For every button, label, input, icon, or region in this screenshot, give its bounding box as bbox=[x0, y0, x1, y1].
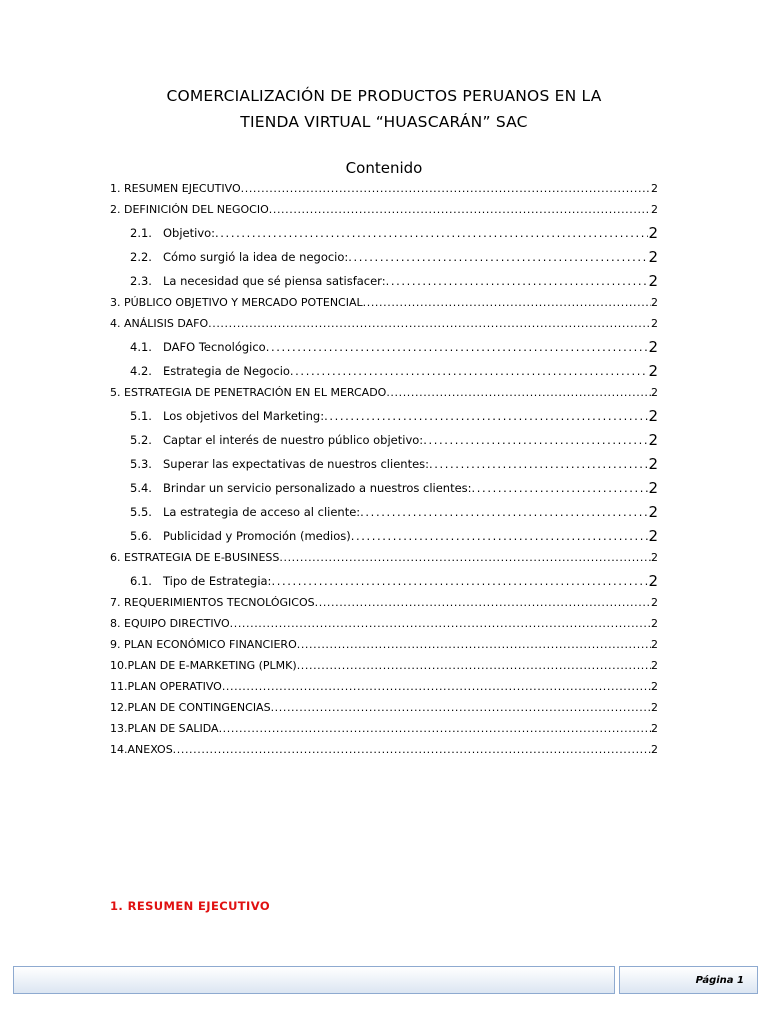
toc-entry-number: 2.3. bbox=[130, 274, 152, 288]
toc-entry-label bbox=[110, 203, 269, 218]
toc-entry[interactable] bbox=[110, 521, 658, 545]
toc-dot-leader bbox=[315, 596, 651, 611]
toc-entry-text: 7. REQUERIMIENTOS TECNOLÓGICOS bbox=[110, 596, 315, 609]
toc-entry-page: 2 bbox=[648, 407, 658, 425]
toc-entry-page: 2 bbox=[651, 722, 658, 735]
toc-entry-number: 6.1. bbox=[130, 574, 152, 588]
toc-entry-label bbox=[110, 317, 208, 332]
toc-entry-label bbox=[110, 551, 279, 566]
toc-entry[interactable] bbox=[110, 695, 658, 716]
toc-entry-label bbox=[110, 743, 173, 758]
toc-dot-leader bbox=[360, 505, 648, 521]
toc-entry-label bbox=[110, 659, 297, 674]
toc-entry-label bbox=[110, 386, 386, 401]
toc-entry-label bbox=[110, 722, 219, 737]
toc-entry-number: 4.2. bbox=[130, 364, 152, 378]
toc-dot-leader bbox=[208, 317, 651, 332]
toc-entry[interactable] bbox=[110, 653, 658, 674]
toc-entry-label bbox=[110, 182, 241, 197]
toc-entry-page: 2 bbox=[648, 479, 658, 497]
toc-entry-label bbox=[130, 274, 386, 290]
toc-entry-text: Publicidad y Promoción (medios) bbox=[163, 529, 351, 543]
toc-dot-leader bbox=[173, 743, 651, 758]
toc-entry[interactable] bbox=[110, 632, 658, 653]
toc-dot-leader bbox=[222, 680, 651, 695]
toc-dot-leader bbox=[472, 481, 649, 497]
toc-entry-page: 2 bbox=[651, 596, 658, 609]
toc-entry-label bbox=[130, 481, 472, 497]
toc-dot-leader bbox=[290, 364, 649, 380]
toc-dot-leader bbox=[269, 203, 651, 218]
toc-entry-text: La necesidad que sé piensa satisfacer: bbox=[163, 274, 386, 288]
toc-dot-leader bbox=[241, 182, 651, 197]
toc-entry[interactable] bbox=[110, 197, 658, 218]
toc-dot-leader bbox=[423, 433, 648, 449]
toc-entry-label bbox=[130, 226, 215, 242]
toc-entry-page: 2 bbox=[648, 431, 658, 449]
toc-entry[interactable] bbox=[110, 380, 658, 401]
footer-page-box bbox=[619, 966, 758, 994]
toc-entry-label bbox=[130, 574, 271, 590]
toc-dot-leader bbox=[429, 457, 648, 473]
toc-entry-page: 2 bbox=[648, 248, 658, 266]
toc-dot-leader bbox=[279, 551, 651, 566]
toc-entry-text: 11.PLAN OPERATIVO bbox=[110, 680, 222, 693]
toc-dot-leader bbox=[271, 574, 648, 590]
toc-entry-label bbox=[130, 505, 360, 521]
toc-entry-text: 5. ESTRATEGIA DE PENETRACIÓN EN EL MERCADO bbox=[110, 386, 387, 399]
toc-entry-number: 5.1. bbox=[130, 409, 152, 423]
toc-entry-page: 2 bbox=[648, 503, 658, 521]
toc-dot-leader bbox=[386, 274, 649, 290]
toc-entry-page: 2 bbox=[651, 386, 658, 399]
toc-entry-page: 2 bbox=[651, 617, 658, 630]
toc-entry-text: Superar las expectativas de nuestros clientes: bbox=[163, 457, 430, 471]
toc-entry-label bbox=[110, 701, 271, 716]
toc-entry-number: 4.1. bbox=[130, 340, 152, 354]
toc-entry[interactable] bbox=[110, 590, 658, 611]
toc-entry-number: 5.4. bbox=[130, 481, 152, 495]
toc-entry-text: 3. PÚBLICO OBJETIVO Y MERCADO POTENCIAL bbox=[110, 296, 363, 309]
toc-entry-label bbox=[130, 364, 290, 380]
toc-entry[interactable] bbox=[110, 332, 658, 356]
contents-heading: Contenido bbox=[345, 159, 423, 177]
toc-entry-text: 14.ANEXOS bbox=[110, 743, 173, 756]
document-title-line-1: COMERCIALIZACIÓN DE PRODUCTOS PERUANOS EN LA bbox=[166, 87, 602, 105]
toc-entry-page: 2 bbox=[651, 551, 658, 564]
toc-entry-text: 8. EQUIPO DIRECTIVO bbox=[110, 617, 230, 630]
toc-entry[interactable] bbox=[110, 176, 658, 197]
toc-entry-page: 2 bbox=[651, 182, 658, 195]
toc-entry-text: Objetivo: bbox=[163, 226, 216, 240]
toc-entry-page: 2 bbox=[651, 659, 658, 672]
toc-entry-text: Cómo surgió la idea de negocio: bbox=[163, 250, 349, 264]
toc-entry-text: 12.PLAN DE CONTINGENCIAS bbox=[110, 701, 271, 714]
toc-entry-number: 2.1. bbox=[130, 226, 152, 240]
toc-dot-leader bbox=[297, 638, 651, 653]
toc-entry-text: Estrategia de Negocio bbox=[163, 364, 290, 378]
toc-dot-leader bbox=[230, 617, 651, 632]
toc-entry-page: 2 bbox=[651, 743, 658, 756]
toc-entry-page: 2 bbox=[648, 527, 658, 545]
toc-entry[interactable] bbox=[110, 266, 658, 290]
toc-dot-leader bbox=[271, 701, 651, 716]
toc-entry-label bbox=[130, 409, 324, 425]
toc-entry-text: Brindar un servicio personalizado a nuestros clientes: bbox=[163, 481, 472, 495]
toc-entry-page: 2 bbox=[651, 203, 658, 216]
toc-entry[interactable] bbox=[110, 242, 658, 266]
toc-entry-number: 2.2. bbox=[130, 250, 152, 264]
toc-entry-label bbox=[110, 296, 363, 311]
toc-entry-text: Captar el interés de nuestro público objetivo: bbox=[163, 433, 424, 447]
toc-dot-leader bbox=[363, 296, 651, 311]
toc-entry-text: 10.PLAN DE E-MARKETING (PLMK) bbox=[110, 659, 297, 672]
toc-entry-label bbox=[130, 529, 351, 545]
toc-entry[interactable] bbox=[110, 218, 658, 242]
toc-entry[interactable] bbox=[110, 311, 658, 332]
toc-dot-leader bbox=[215, 226, 648, 242]
table-of-contents bbox=[110, 176, 658, 758]
toc-entry-number: 5.5. bbox=[130, 505, 152, 519]
toc-entry-text: 4. ANÁLISIS DAFO bbox=[110, 317, 209, 330]
toc-entry-label bbox=[130, 250, 348, 266]
toc-entry-text: Los objetivos del Marketing: bbox=[163, 409, 325, 423]
toc-entry-number: 5.6. bbox=[130, 529, 152, 543]
toc-entry-text: 6. ESTRATEGIA DE E-BUSINESS bbox=[110, 551, 280, 564]
toc-entry-text: 13.PLAN DE SALIDA bbox=[110, 722, 219, 735]
toc-entry[interactable] bbox=[110, 611, 658, 632]
toc-entry[interactable] bbox=[110, 449, 658, 473]
footer-bar bbox=[13, 966, 615, 994]
toc-entry-page: 2 bbox=[651, 296, 658, 309]
toc-entry-number: 5.2. bbox=[130, 433, 152, 447]
toc-entry[interactable] bbox=[110, 545, 658, 566]
toc-entry-text: 9. PLAN ECONÓMICO FINANCIERO bbox=[110, 638, 297, 651]
toc-dot-leader bbox=[324, 409, 648, 425]
toc-dot-leader bbox=[351, 529, 649, 545]
toc-entry[interactable] bbox=[110, 566, 658, 590]
toc-entry-page: 2 bbox=[648, 338, 658, 356]
toc-entry[interactable] bbox=[110, 401, 658, 425]
toc-entry-page: 2 bbox=[648, 272, 658, 290]
toc-entry-page: 2 bbox=[651, 701, 658, 714]
toc-entry-text: 2. DEFINICIÓN DEL NEGOCIO bbox=[110, 203, 269, 216]
toc-entry[interactable] bbox=[110, 737, 658, 758]
toc-entry-text: La estrategia de acceso al cliente: bbox=[163, 505, 361, 519]
toc-entry-label bbox=[130, 433, 423, 449]
toc-entry-page: 2 bbox=[648, 362, 658, 380]
toc-dot-leader bbox=[219, 722, 651, 737]
toc-entry-page: 2 bbox=[648, 572, 658, 590]
toc-entry-label bbox=[130, 340, 266, 356]
toc-entry-page: 2 bbox=[651, 680, 658, 693]
toc-entry-text: 1. RESUMEN EJECUTIVO bbox=[110, 182, 241, 195]
toc-entry-page: 2 bbox=[648, 224, 658, 242]
toc-entry-label bbox=[110, 596, 315, 611]
toc-dot-leader bbox=[297, 659, 651, 674]
toc-dot-leader bbox=[348, 250, 648, 266]
toc-entry-label bbox=[110, 638, 297, 653]
toc-dot-leader bbox=[386, 386, 651, 401]
toc-entry-text: DAFO Tecnológico bbox=[163, 340, 266, 354]
toc-entry-text: Tipo de Estrategia: bbox=[163, 574, 272, 588]
toc-entry-label bbox=[110, 617, 230, 632]
toc-dot-leader bbox=[266, 340, 649, 356]
toc-entry-label bbox=[130, 457, 429, 473]
toc-entry[interactable] bbox=[110, 674, 658, 695]
toc-entry-page: 2 bbox=[651, 638, 658, 651]
toc-entry[interactable] bbox=[110, 290, 658, 311]
toc-entry[interactable] bbox=[110, 356, 658, 380]
toc-entry[interactable] bbox=[110, 425, 658, 449]
toc-entry-page: 2 bbox=[648, 455, 658, 473]
toc-entry-number: 5.3. bbox=[130, 457, 152, 471]
footer-page-number: Página 1 bbox=[695, 974, 744, 986]
toc-entry[interactable] bbox=[110, 473, 658, 497]
section-heading-resumen-ejecutivo: 1. RESUMEN EJECUTIVO bbox=[110, 899, 270, 913]
document-title-line-2: TIENDA VIRTUAL “HUASCARÁN” SAC bbox=[240, 113, 528, 131]
toc-entry-page: 2 bbox=[651, 317, 658, 330]
toc-entry[interactable] bbox=[110, 497, 658, 521]
toc-entry[interactable] bbox=[110, 716, 658, 737]
toc-entry-label bbox=[110, 680, 222, 695]
